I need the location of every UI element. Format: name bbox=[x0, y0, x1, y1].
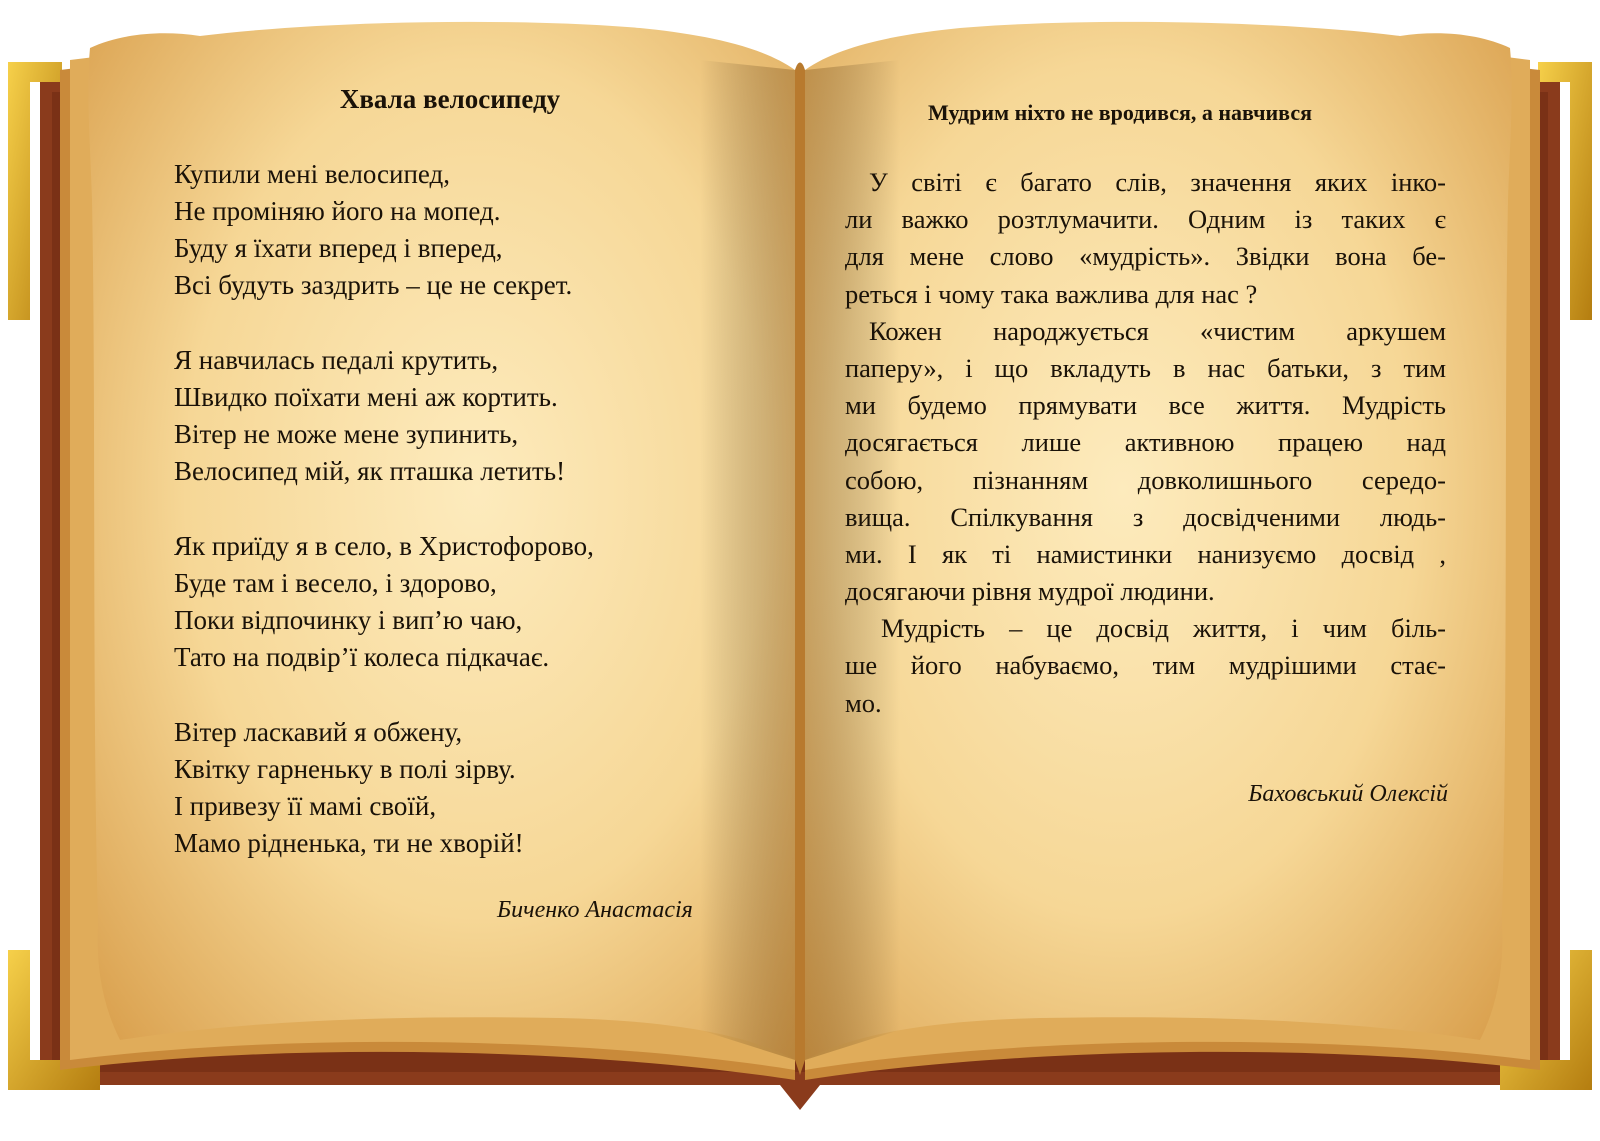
verse-line: Вітер ласкавий я обжену, bbox=[174, 717, 463, 747]
verse-line: Буде там і весело, і здорово, bbox=[174, 568, 497, 598]
essay-line: собою, пізнанням довколишнього середо- bbox=[845, 464, 1446, 495]
verse-line: Як приїду я в село, в Христофорово, bbox=[174, 531, 594, 561]
essay-line: Кожен народжується «чистим аркушем bbox=[869, 315, 1446, 346]
essay-line: ли важко розтлумачити. Одним із таких є bbox=[845, 204, 1446, 235]
essay-line: Мудрість – це досвід життя, і чим біль- bbox=[881, 613, 1446, 644]
essay-line: досягаючи рівня мудрої людини. bbox=[845, 576, 1215, 607]
essay-line: реться і чому така важлива для нас ? bbox=[845, 278, 1258, 309]
poem bbox=[174, 156, 734, 900]
essay-line: У світі є багато слів, значення яких інко- bbox=[869, 167, 1446, 197]
right-page-author: Баховський Олексій bbox=[1248, 781, 1448, 807]
verse-line: Не проміняю його на мопед. bbox=[174, 196, 501, 226]
stanza bbox=[174, 156, 734, 304]
essay bbox=[845, 164, 1446, 722]
verse-line: Вітер не може мене зупинить, bbox=[174, 419, 519, 449]
left-page-author: Биченко Анастасія bbox=[497, 897, 693, 923]
stanza bbox=[174, 342, 734, 490]
verse-line: Тато на подвір’ї колеса підкачає. bbox=[174, 642, 550, 672]
stanza bbox=[174, 714, 734, 862]
verse-line: Всі будуть заздрить – це не секрет. bbox=[174, 270, 573, 300]
essay-line: мо. bbox=[845, 687, 882, 718]
verse-line: Швидко поїхати мені аж кортить. bbox=[174, 382, 558, 412]
verse-line: Квітку гарненьку в полі зірву. bbox=[174, 754, 516, 784]
essay-line: паперу», і що вкладуть в нас батьки, з тим bbox=[845, 352, 1446, 383]
verse-line: Купили мені велосипед, bbox=[174, 159, 451, 189]
right-page-title: Мудрим ніхто не вродився, а навчився bbox=[927, 100, 1313, 125]
book-spine bbox=[795, 63, 805, 1076]
verse-line: Буду я їхати вперед і вперед, bbox=[174, 233, 503, 263]
essay-line: ми будемо прямувати все життя. Мудрість bbox=[845, 390, 1446, 421]
essay-line: ше його набуваємо, тим мудрішими стає- bbox=[845, 650, 1446, 681]
stanza bbox=[174, 528, 734, 676]
essay-line: для мене слово «мудрість». Звідки вона бе- bbox=[845, 241, 1446, 272]
verse-line: Я навчилась педалі крутить, bbox=[174, 345, 499, 375]
verse-line: Мамо рідненька, ти не хворій! bbox=[174, 828, 524, 858]
verse-line: І привезу її мамі своїй, bbox=[174, 791, 437, 821]
verse-line: Велосипед мій, як пташка летить! bbox=[174, 456, 566, 486]
essay-line: вища. Спілкування з досвідченими людь- bbox=[845, 501, 1446, 532]
verse-line: Поки відпочинку і вип’ю чаю, bbox=[174, 605, 523, 635]
essay-line: досягається лише активною працею над bbox=[845, 427, 1446, 458]
essay-line: ми. І як ті намистинки нанизуємо досвід , bbox=[845, 538, 1446, 569]
left-page-title: Хвала велосипеду bbox=[339, 84, 561, 114]
